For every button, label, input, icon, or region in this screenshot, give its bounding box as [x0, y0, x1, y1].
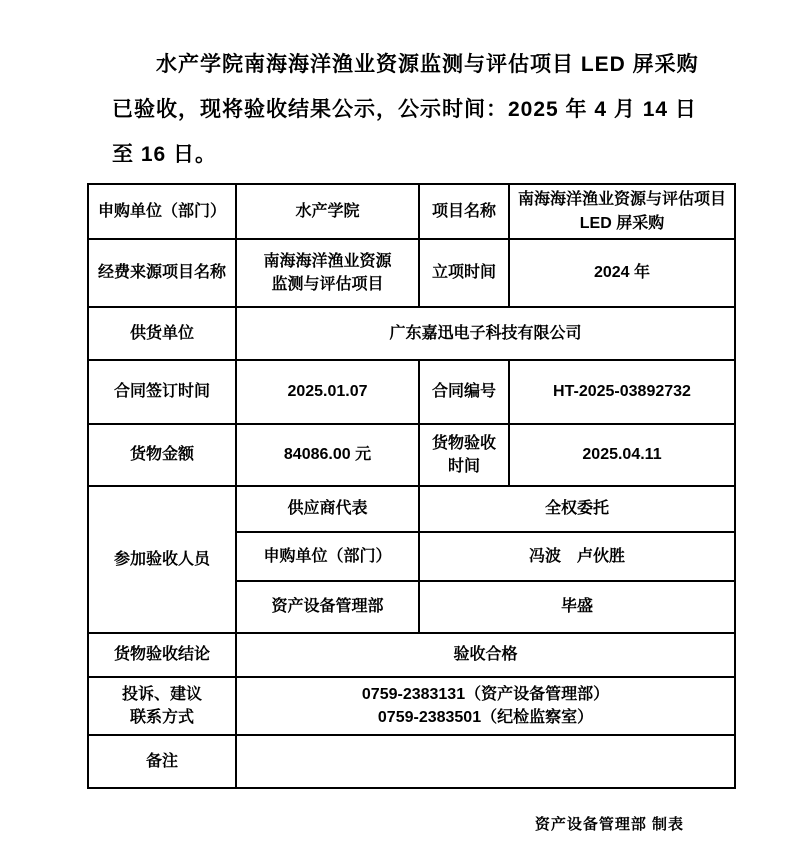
label-approval-date: 立项时间: [419, 239, 509, 307]
value-supplier-representative: 全权委托: [419, 486, 735, 532]
value-acceptance-conclusion: 验收合格: [236, 633, 735, 677]
label-acceptance-conclusion: 货物验收结论: [88, 633, 236, 677]
value-project-name-line2: LED 屏采购: [579, 214, 665, 232]
table-row-remarks: [88, 735, 735, 788]
label-acceptance-date: 货物验收时间: [419, 424, 509, 486]
label-contract-sign-date: 合同签订时间: [88, 360, 236, 424]
table-row-supplier: [88, 307, 735, 360]
label-complaint-contact-line1: 投诉、建议: [121, 685, 202, 703]
table-row-purchasing-unit: [88, 184, 735, 239]
label-complaint-contact: [88, 677, 236, 735]
value-funding-source-line1: 南海海洋渔业资源: [263, 252, 392, 270]
value-project-name-line1: 南海海洋渔业资源与评估项目: [517, 191, 726, 209]
label-participants-purchasing-unit: 申购单位（部门）: [236, 532, 419, 581]
footer-note: 资产设备管理部 制表: [534, 816, 684, 833]
value-goods-amount: 84086.00 元: [236, 424, 419, 486]
label-supplier: 供货单位: [88, 307, 236, 360]
label-asset-equipment-dept: 资产设备管理部: [236, 581, 419, 633]
value-acceptance-date: 2025.04.11: [509, 424, 735, 486]
intro-line-1: 水产学院南海海洋渔业资源监测与评估项目 LED 屏采购: [156, 53, 699, 76]
value-funding-source-line2: 监测与评估项目: [271, 276, 384, 293]
table-row-funding-source: [88, 239, 735, 307]
value-complaint-contact: [236, 677, 735, 735]
intro-paragraph: [112, 42, 704, 177]
value-contract-sign-date: 2025.01.07: [236, 360, 419, 424]
value-remarks: [236, 735, 735, 788]
label-purchasing-unit: 申购单位（部门）: [88, 184, 236, 239]
value-purchasing-unit: 水产学院: [236, 184, 419, 239]
label-acceptance-participants: 参加验收人员: [88, 486, 236, 633]
complaint-phone-asset-dept: 0759-2383131（资产设备管理部）: [361, 685, 610, 703]
complaint-phone-discipline-office: 0759-2383501（纪检监察室）: [377, 709, 594, 726]
value-contract-number: HT-2025-03892732: [509, 360, 735, 424]
label-contract-number: 合同编号: [419, 360, 509, 424]
intro-line-3: 至 16 日。: [112, 143, 218, 166]
label-project-name: 项目名称: [419, 184, 509, 239]
value-supplier: 广东嘉迅电子科技有限公司: [236, 307, 735, 360]
value-asset-equipment-dept: 毕盛: [419, 581, 735, 633]
table-row-acceptance-conclusion: [88, 633, 735, 677]
table-row-participants-supplier-rep: [88, 486, 735, 532]
label-funding-source-project: 经费来源项目名称: [88, 239, 236, 307]
value-approval-date: 2024 年: [509, 239, 735, 307]
label-complaint-contact-line2: 联系方式: [129, 709, 194, 726]
table-row-goods-amount: [88, 424, 735, 486]
table-row-contract: [88, 360, 735, 424]
label-supplier-representative: 供应商代表: [236, 486, 419, 532]
document-content: [87, 0, 734, 834]
label-goods-amount: 货物金额: [88, 424, 236, 486]
value-funding-source-project: [236, 239, 419, 307]
value-participants-purchasing-unit: 冯波 卢伙胜: [419, 532, 735, 581]
value-project-name: [509, 184, 735, 239]
label-remarks: 备注: [88, 735, 236, 788]
acceptance-table: [87, 183, 736, 789]
intro-line-2: 已验收，现将验收结果公示，公示时间：2025 年 4 月 14 日: [112, 98, 697, 121]
table-row-complaint-contact: [88, 677, 735, 735]
